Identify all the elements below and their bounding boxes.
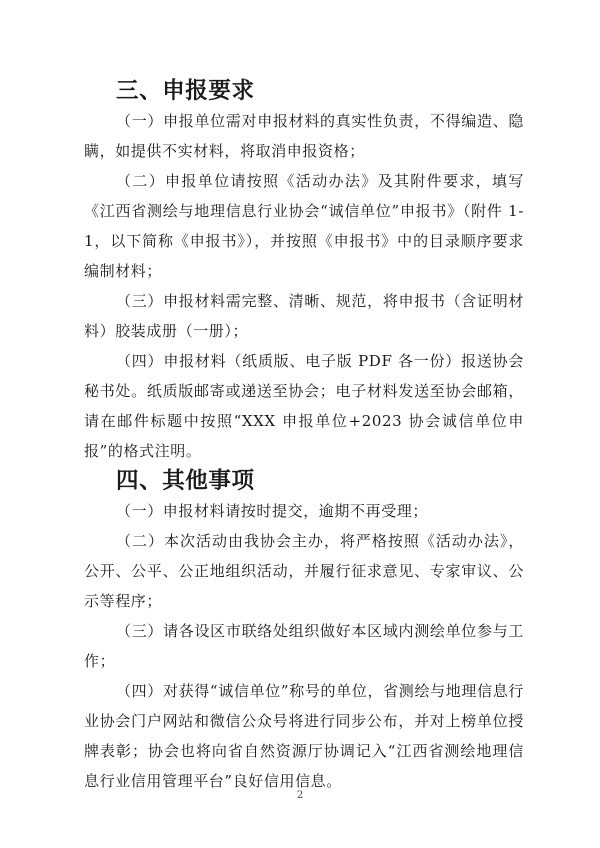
page-number: 2 xyxy=(296,790,304,801)
paragraph: （三）申报材料需完整、清晰、规范，将申报书（含证明材料）胶装成册（一册）； xyxy=(84,292,524,340)
paragraph: （二）申报单位请按照《活动办法》及其附件要求，填写《江西省测绘与地理信息行业协会“诚信单位”申报书》（附件 1-1，以下简称《申报书》），并按照《申报书》中的目录顺序要求编制材料； xyxy=(84,172,524,280)
paragraph: （四）对获得“诚信单位”称号的单位，省测绘与地理信息行业协会门户网站和微信公众号将进行同步公布，并对上榜单位授牌表彰；协会也将向省自然资源厅协调记入“江西省测绘地理信息行业信用管理平台”良好信用信息。 xyxy=(84,682,524,790)
section-heading-requirements: 三、申报要求 xyxy=(116,78,255,104)
document-body xyxy=(84,76,524,796)
paragraph: （四）申报材料（纸质版、电子版 PDF 各一份）报送协会秘书处。纸质版邮寄或递送至协会；电子材料发送至协会邮箱，请在邮件标题中按照“XXX 申报单位+2023 协会诚信单位申报”的格式注明。 xyxy=(84,352,524,460)
paragraph: （三）请各设区市联络处组织做好本区域内测绘单位参与工作； xyxy=(84,622,524,670)
paragraph: （二）本次活动由我协会主办，将严格按照《活动办法》，公开、公平、公正地组织活动，并履行征求意见、专家审议、公示等程序； xyxy=(84,532,524,610)
section-heading-other-matters: 四、其他事项 xyxy=(116,468,255,494)
paragraph: （一）申报单位需对申报材料的真实性负责，不得编造、隐瞒，如提供不实材料，将取消申报资格； xyxy=(84,112,524,160)
paragraph: （一）申报材料请按时提交，逾期不再受理； xyxy=(116,502,429,520)
